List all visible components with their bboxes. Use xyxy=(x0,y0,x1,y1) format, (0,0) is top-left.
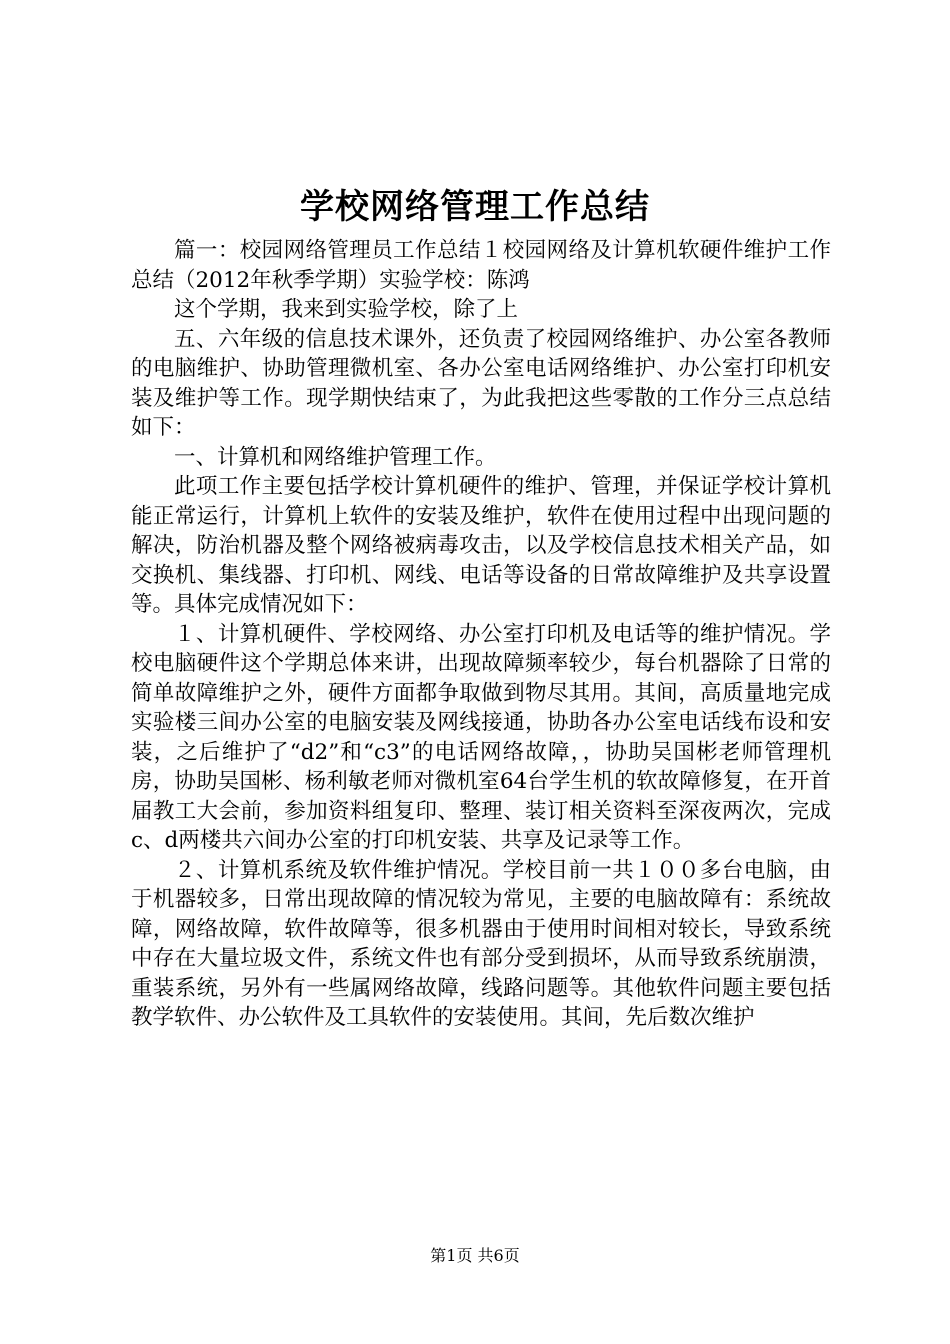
paragraph: 这个学期，我来到实验学校，除了上 xyxy=(174,297,519,322)
paragraph: １、计算机硬件、学校网络、办公室打印机及电话等的维护情况。学校电脑硬件这个学期总体来讲，出现故障频率较少，每台机器除了日常的简单故障维护之外，硬件方面都争取做到物尽其用。其间，高质量地完成实验楼三间办公室的电脑安装及网线接通，协助各办公室电话线布设和安装，之后维护了“d2”和“c3”的电话网络故障，，协助吴国彬老师管理机房，协助吴国彬、杨利敏老师对微机室64台学生机的软故障修复，在开首届教工大会前，参加资料组复印、整理、装订相关资料至深夜两次，完成c、d两楼共六间办公室的打印机安装、共享及记录等工作。 xyxy=(131,621,831,853)
paragraph: ２、计算机系统及软件维护情况。学校目前一共１００多台电脑，由于机器较多，日常出现故障的情况较为常见，主要的电脑故障有：系统故障，网络故障，软件故障等，很多机器由于使用时间相对较长，导致系统中存在大量垃圾文件，系统文件也有部分受到损坏，从而导致系统崩溃，重装系统，另外有一些属网络故障，线路问题等。其他软件问题主要包括教学软件、办公软件及工具软件的安装使用。其间，先后数次维护 xyxy=(131,857,831,1030)
paragraph: 篇一：校园网络管理员工作总结１校园网络及计算机软硬件维护工作总结（2012年秋季学期）实验学校：陈鸿 xyxy=(131,238,831,293)
paragraph: 五、六年级的信息技术课外，还负责了校园网络维护、办公室各教师的电脑维护、协助管理微机室、各办公室电话网络维护、办公室打印机安装及维护等工作。现学期快结束了，为此我把这些零散的工作分三点总结如下： xyxy=(131,326,831,440)
document-title: 学校网络管理工作总结 xyxy=(300,187,650,227)
document-body xyxy=(131,236,831,1033)
page-footer: 第1页 共6页 xyxy=(430,1246,520,1265)
paragraph: 一、计算机和网络维护管理工作。 xyxy=(174,444,497,470)
paragraph: 此项工作主要包括学校计算机硬件的维护、管理，并保证学校计算机能正常运行，计算机上软件的安装及维护，软件在使用过程中出现问题的解决，防治机器及整个网络被病毒攻击，以及学校信息技术相关产品，如交换机、集线器、打印机、网线、电话等设备的日常故障维护及共享设置等。具体完成情况如下： xyxy=(131,474,831,617)
